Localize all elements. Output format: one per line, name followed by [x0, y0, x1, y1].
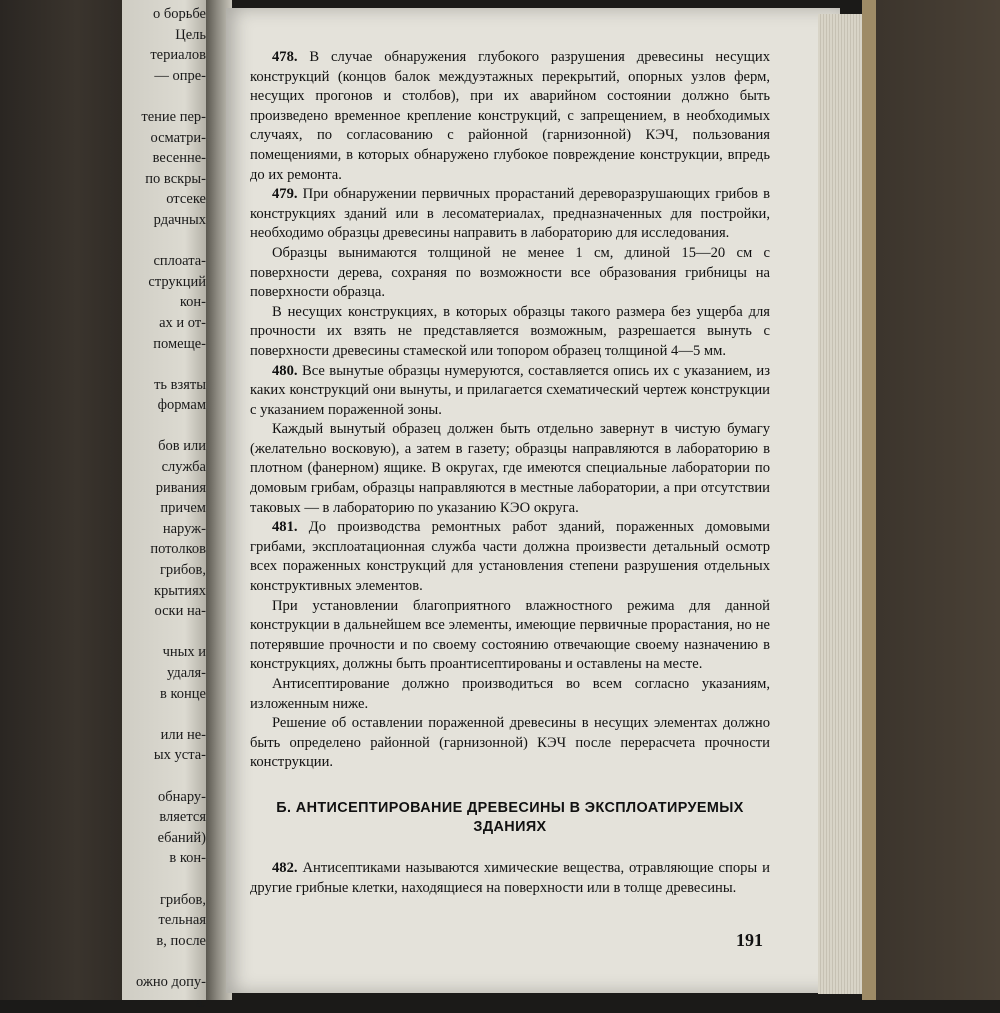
- left-page-line: — опре-: [126, 66, 206, 87]
- left-page-line: [126, 766, 206, 787]
- left-page-line: в, после: [126, 931, 206, 952]
- paragraph-number: 482.: [272, 860, 298, 876]
- paragraph: [250, 420, 770, 518]
- left-page-line: [126, 951, 206, 972]
- paragraph: [250, 362, 770, 421]
- left-page-line: бов или: [126, 436, 206, 457]
- paragraph-text: Каждый вынутый образец должен быть отдельно завернут в чистую бумагу (желательно восковую), а затем в газету; образцы направляются в лабораторию в плотном (фанерном) ящике. В округах, где имеются специальные лаборатории по домовым грибам, образцы направляются в местные лаборатории, а при отсутствии таковых — в лабораторию по указанию КЭО округа.: [250, 421, 770, 515]
- left-page-line: грибов,: [126, 560, 206, 581]
- left-page-line: ожно допу-: [126, 972, 206, 993]
- paragraph-number: 479.: [272, 186, 298, 202]
- left-page: [122, 0, 212, 1000]
- left-page-line: кон-: [126, 292, 206, 313]
- paragraph-text: При установлении благоприятного влажностного режима для данной конструкции в дальнейшем все элементы, имеющие первичные прорастания, но не потерявшие прочности и по своему состоянию отвечающие своему назначению в конструкциях, должны быть проантисептированы и оставлены на месте.: [250, 598, 770, 673]
- left-page-line: тельная: [126, 910, 206, 931]
- paragraph: [250, 518, 770, 596]
- left-page-line: [126, 416, 206, 437]
- paragraph: [250, 714, 770, 773]
- background-right: [870, 0, 1000, 1000]
- left-page-line: грибов,: [126, 890, 206, 911]
- page-number: 191: [736, 930, 763, 951]
- paragraph-number: 480.: [272, 363, 298, 379]
- left-page-line: [126, 86, 206, 107]
- left-page-line: чных и: [126, 642, 206, 663]
- paragraph-text: Образцы вынимаются толщиной не менее 1 см, длиной 15—20 см с поверхности дерева, сохраняя по возможности все образования грибницы на поверхности образца.: [250, 245, 770, 300]
- left-page-line: в кон-: [126, 848, 206, 869]
- paragraphs-after: [250, 859, 770, 898]
- background-left: [0, 0, 128, 1000]
- left-page-line: формам: [126, 395, 206, 416]
- left-page-line: вляется: [126, 807, 206, 828]
- paragraph-text: Все вынутые образцы нумеруются, составляется опись их с указанием, из каких конструкций они вынуты, и прилагается схематический чертеж конструкции с указанием пораженной зоны.: [250, 363, 770, 418]
- book-cover-edge: [862, 0, 876, 1000]
- left-page-line: ых уста-: [126, 745, 206, 766]
- paragraph: [250, 244, 770, 303]
- left-page-line: сплоата-: [126, 251, 206, 272]
- page-edges: [818, 14, 864, 994]
- left-page-line: рдачных: [126, 210, 206, 231]
- left-page-line: наруж-: [126, 519, 206, 540]
- paragraph: [250, 185, 770, 244]
- paragraph: [250, 859, 770, 898]
- left-page-line: потолков: [126, 539, 206, 560]
- left-page-line: помеще-: [126, 334, 206, 355]
- left-page-line: ах и от-: [126, 313, 206, 334]
- paragraph-number: 481.: [272, 519, 298, 535]
- left-page-line: осматри-: [126, 128, 206, 149]
- left-page-line: в конце: [126, 684, 206, 705]
- left-page-line: оски на-: [126, 601, 206, 622]
- left-page-line: ть взяты: [126, 375, 206, 396]
- left-page-line: Цель: [126, 25, 206, 46]
- left-page-line: [126, 869, 206, 890]
- section-title: Б. АНТИСЕПТИРОВАНИЕ ДРЕВЕСИНЫ В ЭКСПЛОАТИРУЕМЫХ ЗДАНИЯХ: [250, 799, 770, 837]
- left-page-line: струкций: [126, 272, 206, 293]
- left-page-line: отсеке: [126, 189, 206, 210]
- left-page-line: служба: [126, 457, 206, 478]
- left-page-line: обнару-: [126, 787, 206, 808]
- paragraph-text: Антисептиками называются химические вещества, отравляющие споры и другие грибные клетки, находящиеся на поверхности или в толще древесины.: [250, 860, 770, 896]
- paragraph: [250, 597, 770, 675]
- paragraphs-before: [250, 48, 770, 773]
- paragraph: [250, 48, 770, 185]
- left-page-line: ебаний): [126, 828, 206, 849]
- paragraph: [250, 303, 770, 362]
- left-page-line: по вскры-: [126, 169, 206, 190]
- paragraph-text: В случае обнаружения глубокого разрушения древесины несущих конструкций (концов балок междуэтажных перекрытий, опорных узлов ферм, несущих прогонов и столбов), при их аварийном состоянии должно быть произведено временное крепление конструкций, с запрещением, в необходимых случаях, по согласованию с районной (гарнизонной) КЭЧ, пользования помещениями, в которых обнаружено глубокое повреждение конструкции, впредь до их ремонта.: [250, 49, 770, 183]
- left-page-line: о борьбе: [126, 4, 206, 25]
- left-page-line: [126, 231, 206, 252]
- paragraph: [250, 675, 770, 714]
- left-page-line: тение пер-: [126, 107, 206, 128]
- left-page-line: удаля-: [126, 663, 206, 684]
- left-page-text: [126, 4, 206, 1013]
- paragraph-text: Решение об оставлении пораженной древесины в несущих элементах должно быть определено районной (гарнизонной) КЭЧ после перерасчета прочности конструкции.: [250, 715, 770, 770]
- left-page-line: весенне-: [126, 148, 206, 169]
- left-page-line: а.: [126, 993, 206, 1013]
- left-page-line: причем: [126, 498, 206, 519]
- paragraph-text: При обнаружении первичных прорастаний дереворазрушающих грибов в конструкциях зданий или в лесоматериалах, предназначенных для постройки, необходимо образцы древесины направить в лабораторию для исследования.: [250, 186, 770, 241]
- paragraph-text: До производства ремонтных работ зданий, пораженных домовыми грибами, эксплоатационная служба части должна произвести детальный осмотр всех пораженных конструкций для установления степени разрушения отдельных конструктивных элементов.: [250, 519, 770, 594]
- left-page-line: [126, 622, 206, 643]
- left-page-line: или не-: [126, 725, 206, 746]
- left-page-line: [126, 704, 206, 725]
- page-content: [250, 48, 770, 898]
- paragraph-number: 478.: [272, 49, 298, 65]
- left-page-line: териалов: [126, 45, 206, 66]
- left-page-line: крытиях: [126, 581, 206, 602]
- left-page-line: ривания: [126, 478, 206, 499]
- left-page-line: [126, 354, 206, 375]
- paragraph-text: Антисептирование должно производиться во всем согласно указаниям, изложенным ниже.: [250, 676, 770, 712]
- paragraph-text: В несущих конструкциях, в которых образцы такого размера без ущерба для прочности их взять не представляется возможным, разрешается вынуть с поверхности древесины стамеской или топором образец толщиной 4—5 мм.: [250, 304, 770, 359]
